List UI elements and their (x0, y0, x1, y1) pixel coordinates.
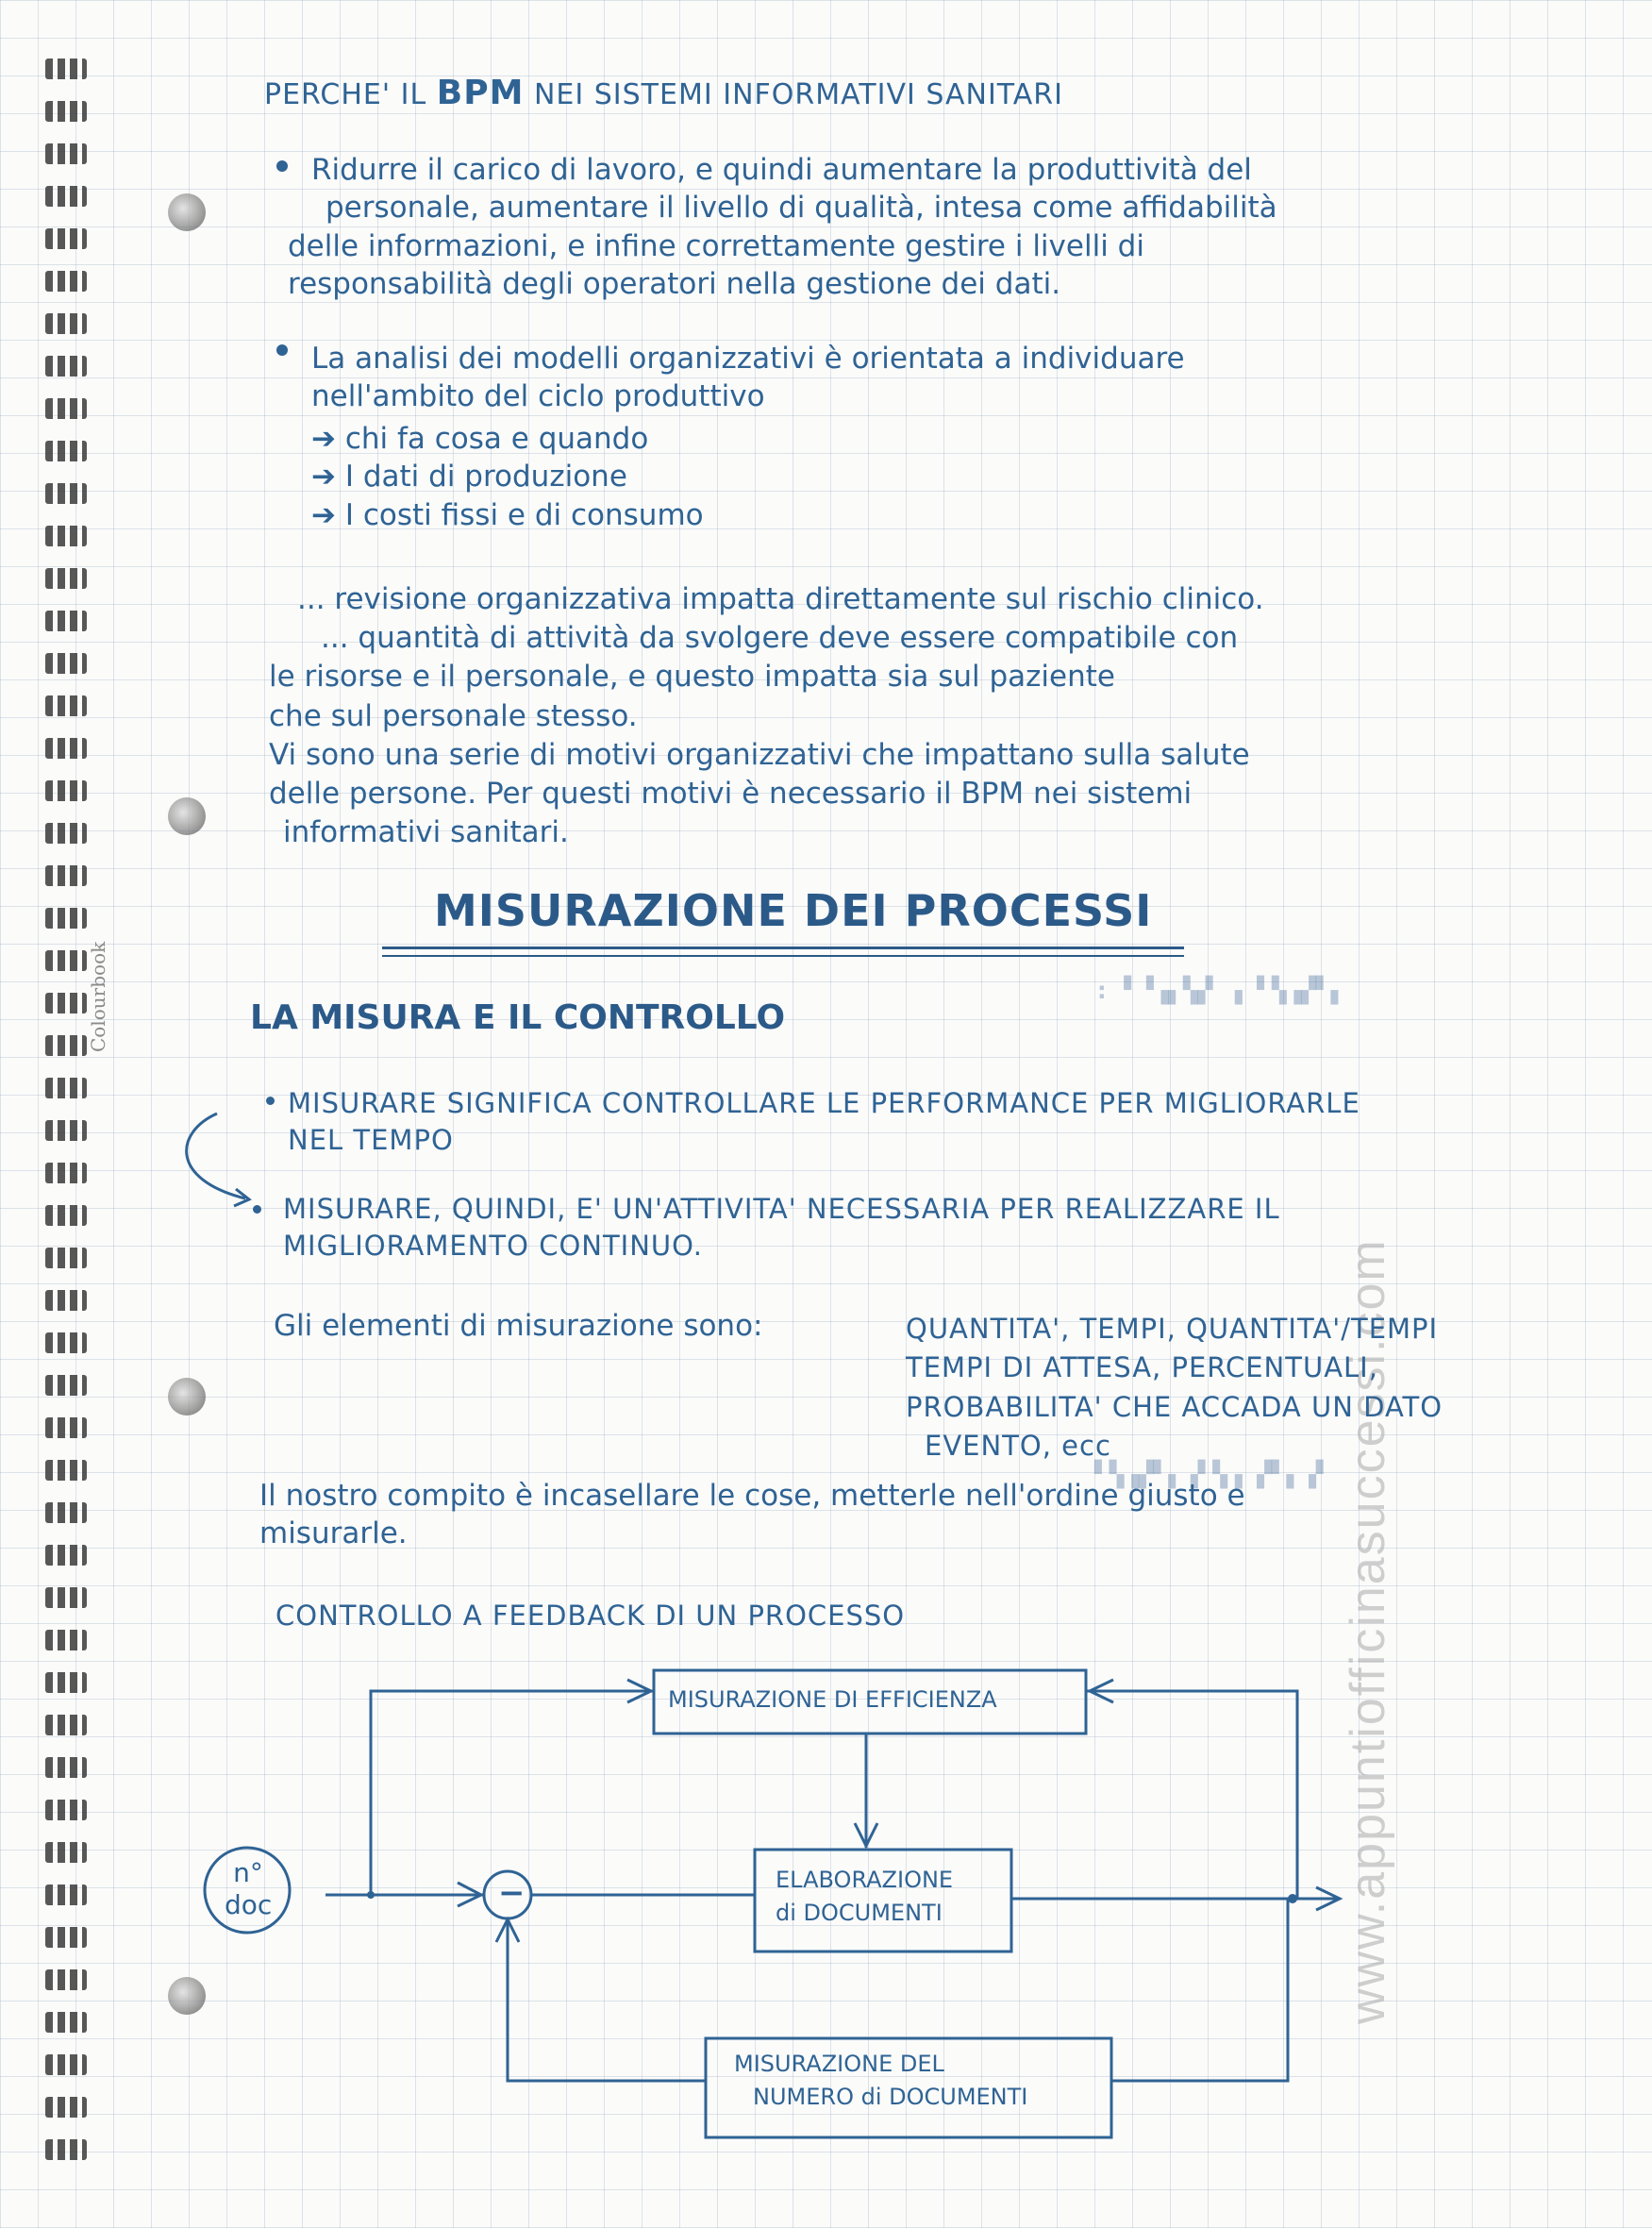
text-line: n° (233, 1857, 263, 1888)
header-prefix: PERCHE' IL (264, 78, 427, 111)
text-line: delle informazioni, e infine correttamente gestire i livelli di (288, 228, 1144, 263)
diagram-title: CONTROLLO A FEEDBACK DI UN PROCESSO (275, 1600, 906, 1632)
arrow-item: ➔ chi fa cosa e quando (311, 422, 649, 456)
header-suffix: NEI SISTEMI INFORMATIVI SANITARI (533, 78, 1063, 111)
input-label (225, 1857, 272, 1920)
text-line: Il nostro compito è incasellare le cose, metterle nell'ordine giusto e (259, 1479, 1245, 1513)
text-line: le risorse e il personale, e questo impatta sia sul paziente (269, 660, 1115, 695)
header-bpm: BPM (436, 74, 525, 112)
top-box-label: MISURAZIONE DI EFFICIENZA (668, 1686, 997, 1713)
arrow-right-icon: ➔ (311, 497, 345, 532)
text-line: ... revisione organizzativa impatta direttamente sul rischio clinico. (297, 582, 1264, 616)
text-line: nell'ambito del ciclo produttivo (311, 379, 765, 414)
section-title: MISURAZIONE DEI PROCESSI (434, 885, 1153, 936)
text-line: MISURAZIONE DEL (734, 2051, 944, 2077)
text-line: QUANTITA', TEMPI, QUANTITA'/TEMPI (906, 1313, 1439, 1345)
middle-box-label (776, 1864, 953, 1930)
text-line: NUMERO di DOCUMENTI (753, 2083, 1028, 2110)
elements-label: Gli elementi di misurazione sono: (274, 1309, 763, 1343)
watermark: www.appuntiofficinasuccessi.com (1341, 1238, 1395, 2024)
text-line: ELABORAZIONE (776, 1867, 954, 1893)
bleed-through-text: : ▘▝▗▖▚▞ ▗ ▘▚▗▞▘▖ (1094, 977, 1346, 1005)
arrow-right-icon: ➔ (311, 422, 345, 456)
branch-point (1288, 1894, 1297, 1903)
arrow-right-icon: ➔ (311, 460, 345, 494)
text-line: informativi sanitari. (283, 815, 569, 850)
text-line: delle persone. Per questi motivi è necessario il BPM nei sistemi (269, 777, 1193, 812)
bleed-through-text: ▘▚▗▞▘▖▗▘▚▗ ▞▘▖▗▘ (1094, 1461, 1331, 1489)
text-line: Ridurre il carico di lavoro, e quindi aumentare la produttività del (311, 153, 1252, 187)
branch-point (367, 1891, 375, 1899)
text-line: che sul personale stesso. (269, 698, 638, 733)
text-line: MIGLIORAMENTO CONTINUO. (283, 1230, 704, 1263)
text-line: personale, aumentare il livello di qualità, intesa come affidabilità (325, 191, 1277, 226)
text-line: EVENTO, ecc (925, 1430, 1111, 1463)
text-line: La analisi dei modelli organizzativi è orientata a individuare (311, 342, 1185, 376)
text-line: misurarle. (259, 1516, 408, 1551)
text-line: Vi sono una serie di motivi organizzativi che impattano sulla salute (269, 737, 1250, 772)
notebook-brand: Colourbook (87, 941, 109, 1052)
arrow-item: ➔ I costi fissi e di consumo (311, 497, 704, 532)
text-line: MISURARE SIGNIFICA CONTROLLARE LE PERFORMANCE PER MIGLIORARLE (288, 1087, 1360, 1119)
text-line: MISURARE, QUINDI, E' UN'ATTIVITA' NECESSARIA PER REALIZZARE IL (283, 1193, 1280, 1225)
text-line: ... quantità di attività da svolgere deve essere compatibile con (321, 621, 1239, 656)
text-line: di DOCUMENTI (776, 1899, 943, 1926)
minus-sign: − (498, 1874, 526, 1912)
text-line: NEL TEMPO (288, 1124, 454, 1157)
text-line: responsabilità degli operatori nella gestione dei dati. (288, 266, 1061, 301)
subsection-title: LA MISURA E IL CONTROLLO (250, 998, 786, 1037)
text-line: TEMPI DI ATTESA, PERCENTUALI, (906, 1351, 1378, 1384)
arrow-item: ➔ I dati di produzione (311, 460, 627, 494)
text-line: doc (225, 1888, 273, 1920)
text-line: PROBABILITA' CHE ACCADA UN DATO (906, 1390, 1443, 1423)
bottom-box-label (734, 2048, 1027, 2114)
